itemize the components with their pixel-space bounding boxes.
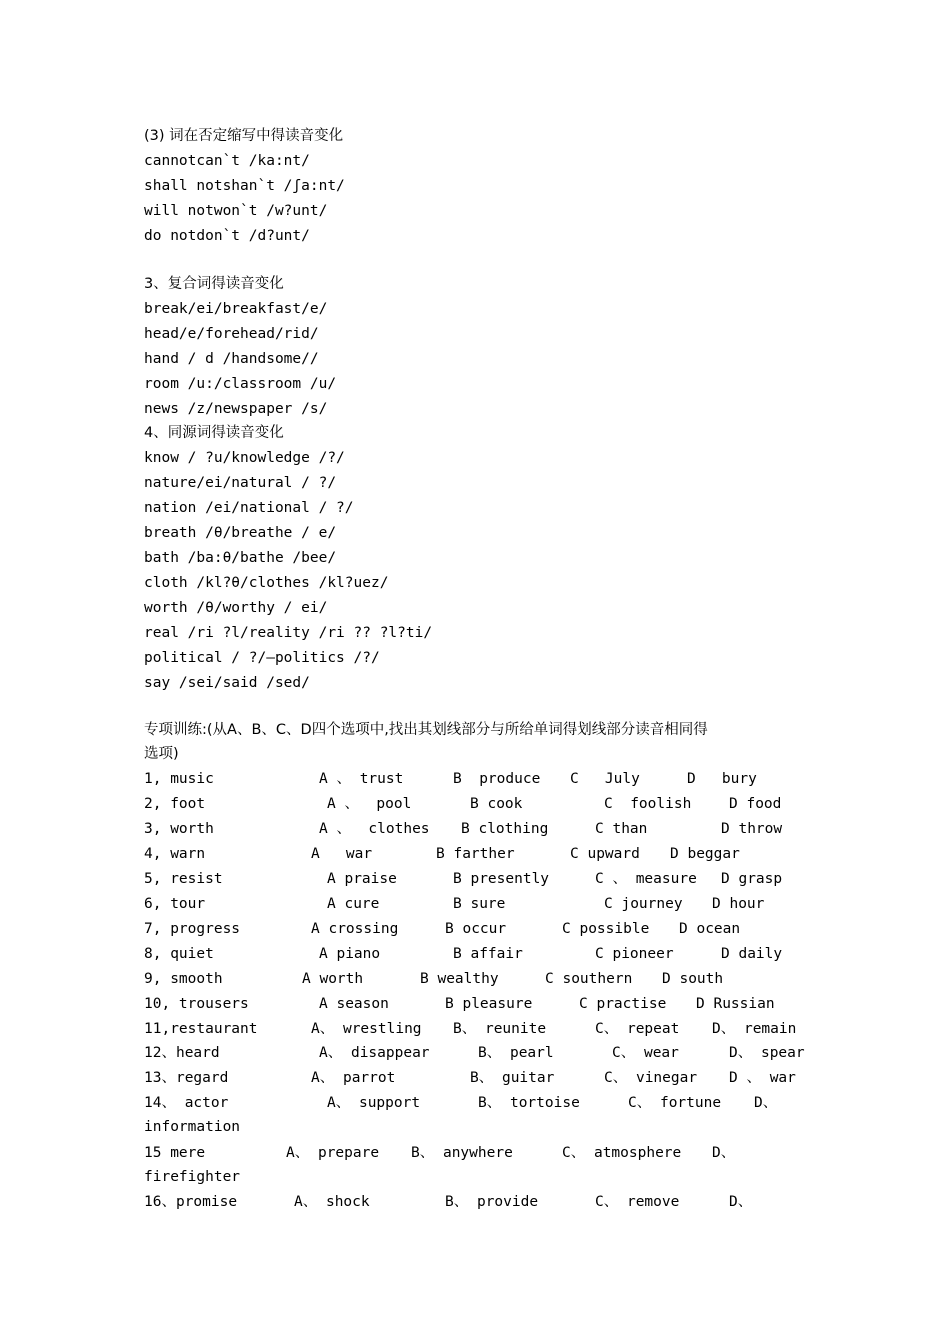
option-d: D grasp (721, 871, 783, 887)
option-a: A cure (327, 896, 380, 912)
question-word: 14、 actor (144, 1095, 229, 1111)
option-b: B、 reunite (453, 1021, 547, 1037)
option-c: C upward (570, 846, 640, 862)
question-word: 10, trousers (144, 996, 249, 1012)
question-word: 12、heard (144, 1045, 220, 1061)
option-d-wrap: firefighter (144, 1169, 241, 1185)
option-a: A、 wrestling (311, 1021, 422, 1037)
text-line: news /z/newspaper /s/ (144, 401, 328, 417)
option-d: D、 (754, 1095, 778, 1111)
text-line: will notwon`t /w?unt/ (144, 203, 328, 219)
option-b: B pleasure (445, 996, 533, 1012)
question-word: 13、regard (144, 1070, 229, 1086)
option-a: A、 parrot (311, 1070, 396, 1086)
question-row (0, 967, 950, 991)
question-word: 16、promise (144, 1194, 238, 1210)
text-line: head/e/forehead/rid/ (144, 326, 319, 342)
option-a: A season (319, 996, 389, 1012)
option-c: C、 atmosphere (562, 1145, 682, 1161)
question-row (0, 767, 950, 791)
text-line: say /sei/said /sed/ (144, 675, 310, 691)
text-line: political / ?/—politics /?/ (144, 650, 380, 666)
section-heading-compound: 3、复合词得读音变化 (144, 276, 284, 292)
option-c: C pioneer (595, 946, 674, 962)
option-d: D south (662, 971, 724, 987)
question-word: 3, worth (144, 821, 214, 837)
question-word: 2, foot (144, 796, 206, 812)
option-c: C、 fortune (628, 1095, 722, 1111)
text-line: shall notshan`t /ʃa:nt/ (144, 178, 345, 194)
question-row (0, 792, 950, 816)
question-row (0, 1190, 950, 1214)
option-d: D ocean (679, 921, 741, 937)
question-row (0, 1066, 950, 1090)
text-line: break/ei/breakfast/e/ (144, 301, 328, 317)
option-d: D hour (712, 896, 765, 912)
text-line: breath /θ/breathe / e/ (144, 525, 337, 541)
question-row (0, 1041, 950, 1065)
option-a: A praise (327, 871, 397, 887)
text-line: cannotcan`t /ka:nt/ (144, 153, 310, 169)
question-word: 6, tour (144, 896, 206, 912)
exercise-instruction-cont: 选项) (144, 746, 179, 762)
option-d: D、 spear (729, 1045, 805, 1061)
question-row (0, 892, 950, 916)
option-a: A 、 trust (319, 771, 404, 787)
option-a: A、 support (327, 1095, 421, 1111)
question-row (0, 992, 950, 1016)
question-word: 5, resist (144, 871, 223, 887)
question-row (0, 942, 950, 966)
option-d: D daily (721, 946, 783, 962)
option-c: C practise (579, 996, 667, 1012)
question-word: 11,restaurant (144, 1021, 258, 1037)
option-c: C、 vinegar (604, 1070, 698, 1086)
option-b: B clothing (461, 821, 549, 837)
text-line: know / ?u/knowledge /?/ (144, 450, 345, 466)
option-b: B、 provide (445, 1194, 539, 1210)
option-d: D Russian (696, 996, 775, 1012)
option-b: B、 pearl (478, 1045, 554, 1061)
option-b: B、 tortoise (478, 1095, 580, 1111)
option-b: B produce (453, 771, 541, 787)
question-row (0, 842, 950, 866)
option-a: A worth (302, 971, 364, 987)
option-c: C than (595, 821, 648, 837)
option-c: C journey (604, 896, 683, 912)
option-b: B farther (436, 846, 515, 862)
option-c: C foolish (604, 796, 692, 812)
exercise-instruction: 专项训练:(从A、B、C、D四个选项中,找出其划线部分与所给单词得划线部分读音相同得 (144, 722, 708, 738)
option-c: C possible (562, 921, 650, 937)
text-line: do notdon`t /d?unt/ (144, 228, 310, 244)
option-b: B、 guitar (470, 1070, 555, 1086)
question-word: 4, warn (144, 846, 206, 862)
text-line: nation /ei/national / ?/ (144, 500, 354, 516)
option-d: D food (729, 796, 782, 812)
section-heading-negative: (3) 词在否定缩写中得读音变化 (144, 128, 344, 144)
option-d: D、 (712, 1145, 736, 1161)
section-heading-cognate: 4、同源词得读音变化 (144, 425, 284, 441)
question-word: 7, progress (144, 921, 241, 937)
question-word: 15 mere (144, 1145, 206, 1161)
option-a: A crossing (311, 921, 399, 937)
option-d: D 、 war (729, 1070, 796, 1086)
option-a: A、 disappear (319, 1045, 430, 1061)
option-a: A、 prepare (286, 1145, 380, 1161)
text-line: room /u:/classroom /u/ (144, 376, 337, 392)
option-a: A 、 pool (327, 796, 412, 812)
option-d-wrap: information (144, 1119, 241, 1135)
question-row (0, 917, 950, 941)
option-b: B、 anywhere (411, 1145, 513, 1161)
text-line: real /ri ?l/reality /ri ?? ?l?ti/ (144, 625, 433, 641)
question-word: 1, music (144, 771, 214, 787)
option-c: C、 repeat (595, 1021, 680, 1037)
question-word: 9, smooth (144, 971, 223, 987)
question-row (0, 1091, 950, 1115)
option-d: D throw (721, 821, 783, 837)
option-b: B wealthy (420, 971, 499, 987)
option-c: C 、 measure (595, 871, 697, 887)
option-a: A piano (319, 946, 381, 962)
option-d: D bury (687, 771, 757, 787)
question-row (0, 1141, 950, 1165)
option-a: A war (311, 846, 373, 862)
text-line: worth /θ/worthy / ei/ (144, 600, 328, 616)
option-a: A、 shock (294, 1194, 370, 1210)
text-line: hand / d /handsome// (144, 351, 319, 367)
option-c: C July (570, 771, 640, 787)
option-c: C southern (545, 971, 633, 987)
option-d: D beggar (670, 846, 740, 862)
question-row (0, 1017, 950, 1041)
text-line: bath /ba:θ/bathe /bee/ (144, 550, 337, 566)
question-row (0, 817, 950, 841)
option-b: B occur (445, 921, 507, 937)
option-b: B sure (453, 896, 506, 912)
option-b: B presently (453, 871, 550, 887)
option-c: C、 wear (612, 1045, 679, 1061)
question-word: 8, quiet (144, 946, 214, 962)
option-c: C、 remove (595, 1194, 680, 1210)
option-b: B affair (453, 946, 523, 962)
option-d: D、 remain (712, 1021, 797, 1037)
text-line: cloth /kl?θ/clothes /kl?uez/ (144, 575, 389, 591)
option-a: A 、 clothes (319, 821, 430, 837)
option-d: D、 (729, 1194, 753, 1210)
question-row (0, 867, 950, 891)
option-b: B cook (470, 796, 523, 812)
text-line: nature/ei/natural / ?/ (144, 475, 337, 491)
